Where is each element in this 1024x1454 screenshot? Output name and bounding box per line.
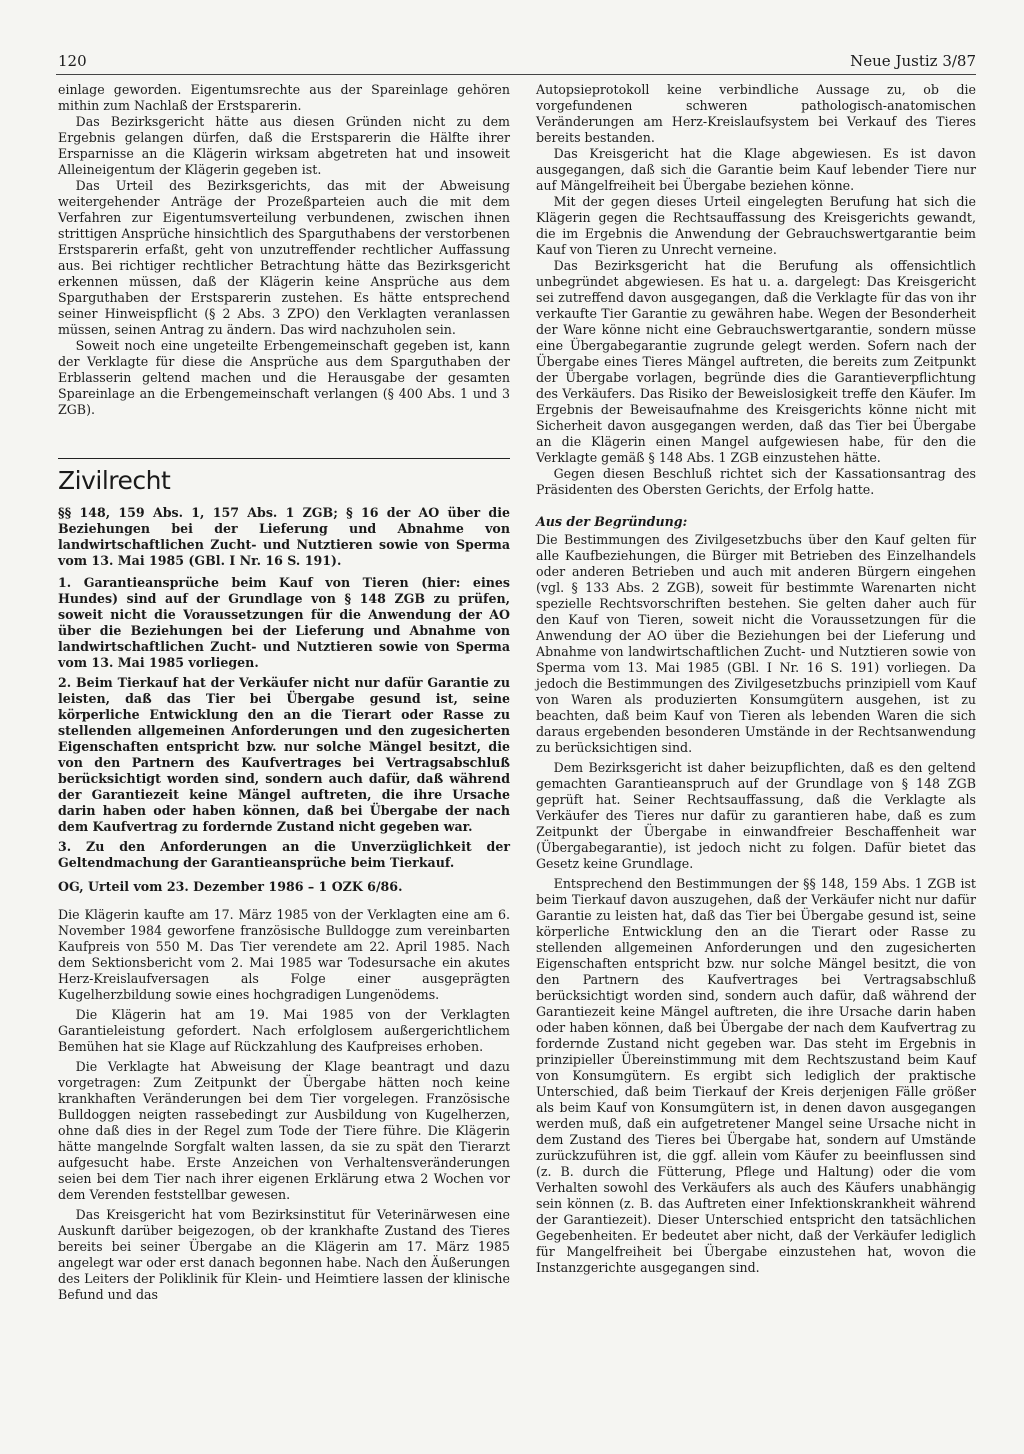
paragraph: Dem Bezirksgericht ist daher beizupflichten, daß es den geltend gemachten Garantieanspruch auf der Grundlage von § 148 ZGB geprüft hat. Seiner Rechtsauffassung, daß die Verklagte als Verkäufer des Tieres nur dafür zu garantieren habe, daß es zum Zeitpunkt der Übergabe in einwandfreier Beschaffenheit war (Übergabegarantie), ist jedoch nicht zu folgen. Dafür bietet das Gesetz keine Grundlage. (536, 760, 976, 871)
paragraph: Die Bestimmungen des Zivilgesetzbuchs über den Kauf gelten für alle Kaufbeziehungen, die Bürger mit Betrieben des Einzelhandels oder anderen Betrieben und auch mit anderen Bürgern eingehen (vgl. § 133 Abs. 2 ZGB), soweit für bestimmte Warenarten nicht spezielle Rechtsvorschriften bestehen. Sie gelten daher auch für den Kauf von Tieren, soweit nicht die Voraussetzungen für die Anwendung der AO über die Beziehungen bei der Lieferung und Abnahme von landwirtschaftlichen Zucht- und Nutztieren sowie von Sperma vom 13. Mai 1985 (GBl. I Nr. 16 S. 191) vorliegen. Da jedoch die Bestimmungen des Zivilgesetzbuchs prinzipiell vom Kauf von Waren als produzierten Konsumgütern ausgehen, ist zu beachten, daß beim Kauf von Tieren als lebenden Waren die sich daraus ergebenden besonderen Umstände in der Rechtsanwendung zu berücksichtigen sind. (536, 532, 976, 755)
paragraph: Das Urteil des Bezirksgerichts, das mit der Abweisung weitergehender Anträge der Prozeßparteien auch die mit dem Verfahren zur Eigentumsverteilung verbundenen, zwischen ihnen strittigen Ansprüche hinsichtlich des Sparguthabens der verstorbenen Erstsparerin erfaßt, geht von unzutreffender rechtlicher Auffassung aus. Bei richtiger rechtlicher Betrachtung hätte das Bezirksgericht erkennen müssen, daß der Klägerin keine Ansprüche aus dem Sparguthaben der Erstsparerin zustehen. Es hätte entsprechend seiner Hinweispflicht (§ 2 Abs. 3 ZPO) den Verklagten veranlassen müssen, seinen Antrag zu ändern. Das wird nachzuholen sein. (58, 178, 510, 337)
paragraph: Das Kreisgericht hat die Klage abgewiesen. Es ist davon ausgegangen, daß sich die Garantie beim Kauf lebender Tiere nur auf Mängelfreiheit bei Übergabe beziehen könne. (536, 146, 976, 193)
headnote: 2. Beim Tierkauf hat der Verkäufer nicht nur dafür Garantie zu leisten, daß das Tier bei Übergabe gesund ist, seine körperliche Entwicklung den an die Tierart oder Rasse zu stellenden allgemeinen Anforderungen und den zugesicherten Eigenschaften entspricht bzw. nur solche Mängel besitzt, die von den Partnern des Kaufvertrages bei Vertragsabschluß berücksichtigt worden sind, sondern auch dafür, daß während der Garantiezeit keine Mängel auftreten, die ihre Ursache darin haben oder haben können, daß bei Übergabe der nach dem Kaufvertrag zu fordernde Zustand nicht gegeben war. (58, 675, 510, 834)
section-divider (58, 458, 510, 459)
paragraph: Das Bezirksgericht hat die Berufung als offensichtlich unbegründet abgewiesen. Es hat u. a. dargelegt: Das Kreisgericht sei zutreffend davon ausgegangen, daß die Verklagte für das von ihr verkaufte Tier Garantie zu gewähren habe. Wegen der Besonderheit der Ware könne nicht eine Gebrauchswertgarantie, sondern müsse eine Übergabegarantie zugrunde gelegt werden. Sofern nach der Übergabe eines Tieres Mängel auftreten, die bereits zum Zeitpunkt der Übergabe vorlagen, begründe dies die Garantieverpflichtung des Verkäufers. Das Risiko der Beweislosigkeit treffe den Käufer. Im Ergebnis der Beweisaufnahme des Kreisgerichts könne nicht mit Sicherheit davon ausgegangen werden, daß das Tier bei Übergabe an die Klägerin einen Mangel aufgewiesen habe, für den die Verklagte gemäß § 148 Abs. 1 ZGB einzustehen hätte. (536, 258, 976, 465)
paragraph: Mit der gegen dieses Urteil eingelegten Berufung hat sich die Klägerin gegen die Rechtsauffassung des Kreisgerichts gewandt, die im Ergebnis die Anwendung der Gebrauchswertgarantie beim Kauf von Tieren zu Unrecht verneine. (536, 194, 976, 257)
headnote: 1. Garantieansprüche beim Kauf von Tieren (hier: eines Hundes) sind auf der Grundlage von § 148 ZGB zu prüfen, soweit nicht die Voraussetzungen für die Anwendung der AO über die Beziehungen bei der Lieferung und Abnahme von landwirtschaftlichen Zucht- und Nutztieren sowie von Sperma vom 13. Mai 1985 vorliegen. (58, 575, 510, 670)
paragraph: Das Bezirksgericht hätte aus diesen Gründen nicht zu dem Ergebnis gelangen dürfen, daß die Erstsparerin die Hälfte ihrer Ersparnisse an die Klägerin wirksam abgetreten hat und insoweit Alleineigentum der Klägerin gegeben ist. (58, 114, 510, 177)
page-number: 120 (58, 52, 87, 70)
section-title: Zivilrecht (58, 466, 171, 495)
paragraph: Die Klägerin kaufte am 17. März 1985 von der Verklagten eine am 6. November 1984 geworfene französische Bulldogge zum vereinbarten Kaufpreis von 550 M. Das Tier verendete am 22. April 1985. Nach dem Sektionsbericht vom 2. Mai 1985 war Todesursache ein akutes Herz-Kreislaufversagen als Folge einer ausgeprägten Kugelherzbildung sowie eines hochgradigen Lungenödems. (58, 907, 510, 1002)
paragraph: einlage geworden. Eigentumsrechte aus der Spareinlage gehören mithin zum Nachlaß der Erstsparerin. (58, 82, 510, 113)
reasons (536, 532, 976, 1276)
paragraph: Das Kreisgericht hat vom Bezirksinstitut für Veterinärwesen eine Auskunft darüber beigezogen, ob der krankhafte Zustand des Tieres bereits bei seiner Übergabe an die Klägerin am 17. März 1985 angelegt war oder erst danach begonnen habe. Nach den Äußerungen des Leiters der Poliklinik für Klein- und Heimtiere lassen der klinische Befund und das (58, 1207, 510, 1302)
facts (58, 907, 510, 1303)
court-decision-line: OG, Urteil vom 23. Dezember 1986 – 1 OZK 6/86. (58, 879, 403, 894)
headnotes (58, 575, 510, 871)
paragraph: Autopsieprotokoll keine verbindliche Aussage zu, ob die vorgefundenen schweren pathologisch-anatomischen Veränderungen am Herz-Kreislaufsystem bei Verkauf des Tieres bereits bestanden. (536, 82, 976, 145)
page-header (56, 50, 976, 75)
headnote: 3. Zu den Anforderungen an die Unverzüglichkeit der Geltendmachung der Garantieansprüche beim Tierkauf. (58, 839, 510, 870)
paragraph: Die Verklagte hat Abweisung der Klage beantragt und dazu vorgetragen: Zum Zeitpunkt der Übergabe hätten noch keine krankhaften Veränderungen bei dem Tier vorgelegen. Französische Bulldoggen neigten rassebedingt zur Ausbildung von Kugelherzen, ohne daß dies in der Regel zum Tode der Tiere führe. Die Klägerin hätte mangelnde Sorgfalt walten lassen, da sie zu spät den Tierarzt aufgesucht habe. Erste Anzeichen von Verhaltensveränderungen seien bei dem Tier nach ihrer eigenen Erklärung etwa 2 Wochen vor dem Verenden feststellbar gewesen. (58, 1059, 510, 1202)
reasons-heading: Aus der Begründung: (536, 514, 688, 529)
paragraph: Die Klägerin hat am 19. Mai 1985 von der Verklagten Garantieleistung gefordert. Nach erfolglosem außergerichtlichem Bemühen hat sie Klage auf Rückzahlung des Kaufpreises erhoben. (58, 1007, 510, 1054)
paragraph: Gegen diesen Beschluß richtet sich der Kassationsantrag des Präsidenten des Obersten Gerichts, der Erfolg hatte. (536, 466, 976, 497)
legal-norms: §§ 148, 159 Abs. 1, 157 Abs. 1 ZGB; § 16 der AO über die Beziehungen bei der Lieferung und Abnahme von landwirtschaftlichen Zucht- und Nutztieren sowie von Sperma vom 13. Mai 1985 (GBl. I Nr. 16 S. 191). (58, 505, 510, 568)
journal-title: Neue Justiz 3/87 (850, 52, 976, 70)
right-column (536, 82, 976, 1280)
paragraph: Entsprechend den Bestimmungen der §§ 148, 159 Abs. 1 ZGB ist beim Tierkauf davon auszugehen, daß der Verkäufer nicht nur dafür Garantie zu leisten hat, daß das Tier bei Übergabe gesund ist, seine körperliche Entwicklung den an die Tierart oder Rasse zu stellenden allgemeinen Anforderungen und den zugesicherten Eigenschaften entspricht bzw. nur solche Mängel besitzt, die von den Partnern des Kaufvertrages bei Vertragsabschluß berücksichtigt worden sind, sondern auch dafür, daß während der Garantiezeit keine Mängel auftreten, die ihre Ursache darin haben oder haben können, daß bei Übergabe der nach dem Kaufvertrag zu fordernde Zustand nicht gegeben war. Das steht im Ergebnis in prinzipieller Übereinstimmung mit dem Rechtszustand beim Kauf von Konsumgütern. Es ergibt sich lediglich der praktische Unterschied, daß beim Tierkauf der Kreis derjenigen Fälle größer als beim Kauf von Konsumgütern ist, in denen davon ausgegangen werden muß, daß ein aufgetretener Mangel seine Ursache nicht in dem Zustand des Tieres bei Übergabe hat, sondern auf Umstände zurückzuführen ist, die ggf. allein vom Käufer zu beeinflussen sind (z. B. durch die Fütterung, Pflege und Haltung) oder die vom Verhalten sowohl des Verkäufers als auch des Käufers unabhängig sein können (z. B. das Auftreten einer Infektionskrankheit während der Garantiezeit). Dieser Unterschied entspricht den tatsächlichen Gegebenheiten. Er bedeutet aber nicht, daß der Verkäufer lediglich für Mangelfreiheit bei Übergabe einzustehen hat, wovon die Instanzgerichte ausgegangen sind. (536, 876, 976, 1275)
paragraph: Soweit noch eine ungeteilte Erbengemeinschaft gegeben ist, kann der Verklagte für diese die Ansprüche aus dem Sparguthaben der Erblasserin geltend machen und die Herausgabe der gesamten Spareinlage an die Erbengemeinschaft verlangen (§ 400 Abs. 1 und 3 ZGB). (58, 338, 510, 417)
left-column (58, 82, 510, 1307)
